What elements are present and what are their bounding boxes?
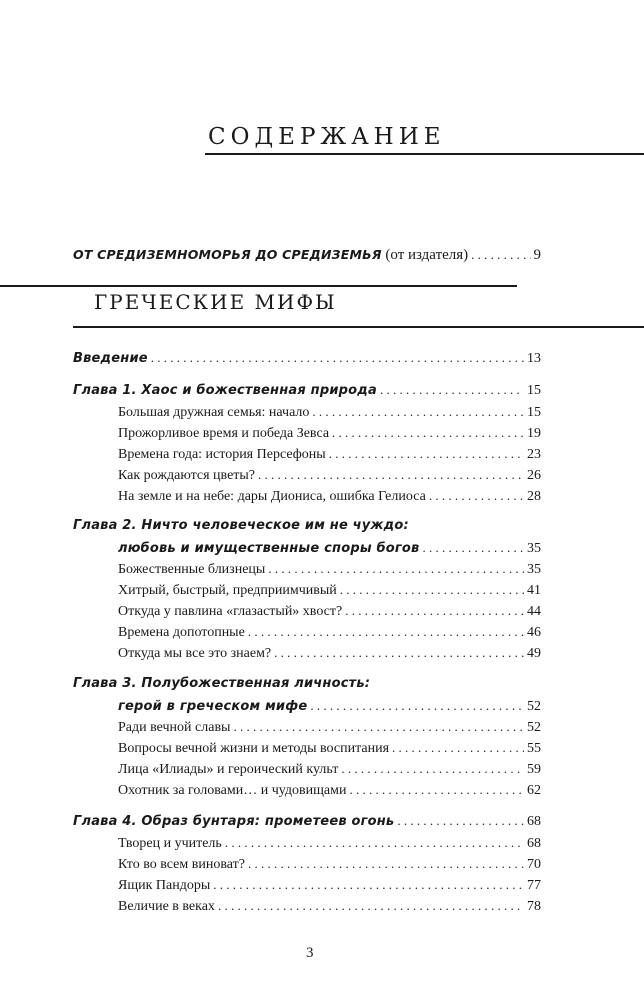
page-ref: 59	[527, 762, 541, 777]
toc-item[interactable]	[118, 622, 541, 642]
introduction-label: Введение	[73, 351, 148, 366]
page-ref: 55	[527, 741, 541, 756]
toc-item[interactable]	[118, 875, 541, 895]
toc-item[interactable]	[118, 896, 541, 916]
dot-leader	[233, 717, 524, 737]
toc-item[interactable]	[118, 465, 541, 485]
page-ref: 41	[527, 583, 541, 598]
dot-leader	[213, 875, 524, 895]
section-rule	[73, 326, 644, 328]
dot-leader	[340, 580, 524, 600]
dot-leader	[151, 348, 524, 368]
page-ref: 26	[527, 468, 541, 483]
page-ref: 52	[527, 699, 541, 714]
dot-leader	[218, 896, 524, 916]
chapter-title-continued: герой в греческом мифе	[118, 699, 308, 714]
item-label: Ради вечной славы	[118, 720, 231, 735]
dot-leader	[268, 559, 524, 579]
item-label: Кто во всем виноват?	[118, 857, 245, 872]
dot-leader	[312, 402, 524, 422]
dot-leader	[274, 643, 524, 663]
page-ref: 78	[527, 899, 541, 914]
section-title: ГРЕЧЕСКИЕ МИФЫ	[94, 290, 337, 314]
item-label: Величие в веках	[118, 899, 215, 914]
chapter-title: Глава 1. Хаос и божественная природа	[73, 383, 377, 398]
page-number: 3	[306, 945, 314, 961]
item-label: Времена года: история Персефоны	[118, 447, 326, 462]
page-title: СОДЕРЖАНИЕ	[208, 124, 446, 150]
dot-leader	[329, 444, 524, 464]
toc-entry-publisher[interactable]	[73, 245, 541, 265]
page-ref: 13	[527, 351, 541, 366]
dot-leader	[397, 811, 524, 831]
toc-item[interactable]	[118, 402, 541, 422]
item-label: Хитрый, быстрый, предприимчивый	[118, 583, 337, 598]
page-ref: 68	[527, 836, 541, 851]
item-label: Как рождаются цветы?	[118, 468, 256, 483]
toc-item[interactable]	[118, 759, 541, 779]
title-rule	[205, 153, 644, 155]
page-ref: 68	[527, 814, 541, 829]
dot-leader	[429, 486, 524, 506]
toc-chapter-2-line1[interactable]	[73, 516, 541, 536]
item-label: Откуда мы все это знаем?	[118, 646, 272, 661]
toc-item[interactable]	[118, 423, 541, 443]
chapter-title: Глава 2. Ничто человеческое им не чуждо:	[73, 518, 409, 533]
dot-leader	[392, 738, 524, 758]
toc-item[interactable]	[118, 444, 541, 464]
dot-leader	[349, 780, 524, 800]
page-ref: 52	[527, 720, 541, 735]
page-ref: 15	[527, 383, 541, 398]
dot-leader	[310, 696, 524, 716]
item-label: Ящик Пандоры	[118, 878, 211, 893]
toc-chapter-1[interactable]	[73, 380, 541, 400]
item-label: Прожорливое время и победа Зевса	[118, 426, 330, 441]
toc-chapter-3[interactable]	[118, 696, 541, 716]
page-ref: 70	[527, 857, 541, 872]
page-ref: 15	[527, 405, 541, 420]
page-ref: 28	[527, 489, 541, 504]
dot-leader	[248, 622, 524, 642]
toc-item[interactable]	[118, 780, 541, 800]
dot-leader	[341, 759, 524, 779]
page-ref: 77	[527, 878, 541, 893]
toc-item[interactable]	[118, 559, 541, 579]
toc-entry-introduction[interactable]	[73, 348, 541, 368]
item-label: Охотник за головами… и чудовищами	[118, 783, 347, 798]
item-label: Откуда у павлина «глазастый» хвост?	[118, 604, 343, 619]
toc-item[interactable]	[118, 717, 541, 737]
dot-leader	[225, 833, 524, 853]
page-ref: 35	[527, 562, 541, 577]
publisher-rule	[0, 285, 517, 287]
toc-item[interactable]	[118, 643, 541, 663]
page-ref: 19	[527, 426, 541, 441]
dot-leader	[258, 465, 524, 485]
dot-leader	[248, 854, 524, 874]
toc-item[interactable]	[118, 580, 541, 600]
item-label: Вопросы вечной жизни и методы воспитания	[118, 741, 390, 756]
page-ref: 62	[527, 783, 541, 798]
page-ref: 49	[527, 646, 541, 661]
toc-item[interactable]	[118, 833, 541, 853]
chapter-title-continued: любовь и имущественные споры богов	[118, 541, 420, 556]
dot-leader	[332, 423, 524, 443]
toc-item[interactable]	[118, 601, 541, 621]
dot-leader	[380, 380, 524, 400]
page-ref: 44	[527, 604, 541, 619]
toc-chapter-3-line1[interactable]	[73, 674, 541, 694]
page-ref: 23	[527, 447, 541, 462]
item-label: Творец и учитель	[118, 836, 222, 851]
toc-chapter-4[interactable]	[73, 811, 541, 831]
item-label: Большая дружная семья: начало	[118, 405, 310, 420]
publisher-entry-suffix: (от издателя)	[381, 247, 469, 263]
publisher-entry-label: ОТ СРЕДИЗЕМНОМОРЬЯ ДО СРЕДИЗЕМЬЯ	[73, 247, 382, 262]
dot-leader	[471, 245, 530, 265]
page-ref: 9	[533, 247, 541, 263]
dot-leader	[345, 601, 524, 621]
page-ref: 46	[527, 625, 541, 640]
toc-chapter-2[interactable]	[118, 538, 541, 558]
chapter-title: Глава 3. Полубожественная личность:	[73, 676, 371, 691]
page-ref: 35	[527, 541, 541, 556]
item-label: На земле и на небе: дары Диониса, ошибка Гелиоса	[118, 489, 426, 504]
toc-item[interactable]	[118, 738, 541, 758]
chapter-title: Глава 4. Образ бунтаря: прометеев огонь	[73, 814, 395, 829]
item-label: Божественные близнецы	[118, 562, 266, 577]
item-label: Времена допотопные	[118, 625, 245, 640]
toc-item[interactable]	[118, 486, 541, 506]
dot-leader	[422, 538, 524, 558]
toc-item[interactable]	[118, 854, 541, 874]
item-label: Лица «Илиады» и героический культ	[118, 762, 339, 777]
